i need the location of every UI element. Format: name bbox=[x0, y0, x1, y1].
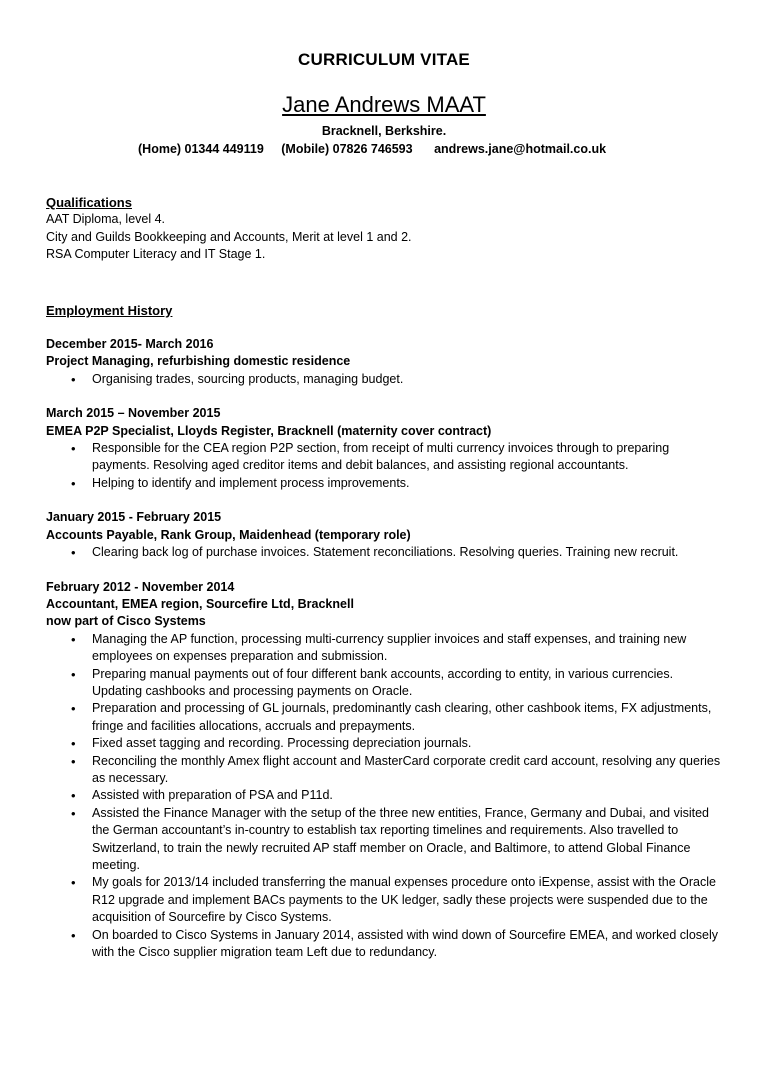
duty-item: • Responsible for the CEA region P2P section, from receipt of multi currency invoices through to preparing payments. Resolving aged creditor items and debit balances, and assisting regional accountants. bbox=[92, 440, 726, 475]
job-entry bbox=[46, 509, 726, 561]
job-subtitle: now part of Cisco Systems bbox=[46, 614, 206, 629]
document-title: CURRICULUM VITAE bbox=[298, 50, 470, 69]
cv-body bbox=[46, 194, 726, 961]
mobile-phone: (Mobile) 07826 746593 bbox=[281, 142, 413, 156]
duty-item: • Assisted with preparation of PSA and P11d. bbox=[92, 787, 726, 804]
duty-item: • Reconciling the monthly Amex flight account and MasterCard corporate credit card account, resolving any queries as necessary. bbox=[92, 753, 726, 788]
contact-line bbox=[138, 142, 606, 156]
email-address: andrews.jane@hotmail.co.uk bbox=[434, 142, 607, 156]
job-duties bbox=[46, 371, 726, 388]
job-title: EMEA P2P Specialist, Lloyds Register, Bracknell (maternity cover contract) bbox=[46, 423, 492, 438]
qualification-item: City and Guilds Bookkeeping and Accounts, Merit at level 1 and 2. bbox=[46, 229, 412, 244]
qualification-item: RSA Computer Literacy and IT Stage 1. bbox=[46, 247, 266, 262]
duty-item: • Preparation and processing of GL journals, predominantly cash clearing, other cashbook items, FX adjustments, fringe and facilities allocations, accruals and prepayments. bbox=[92, 700, 726, 735]
qualification-item: AAT Diploma, level 4. bbox=[46, 212, 166, 227]
candidate-location: Bracknell, Berkshire. bbox=[321, 124, 447, 138]
job-title: Project Managing, refurbishing domestic residence bbox=[46, 354, 351, 369]
job-entry bbox=[46, 405, 726, 492]
job-dates: March 2015 – November 2015 bbox=[46, 406, 221, 421]
qualifications-heading: Qualifications bbox=[46, 195, 132, 210]
job-title: Accounts Payable, Rank Group, Maidenhead (temporary role) bbox=[46, 527, 411, 542]
employment-heading: Employment History bbox=[46, 302, 173, 318]
duty-item: • Managing the AP function, processing multi-currency supplier invoices and staff expenses, and training new employees on expenses preparation and submission. bbox=[92, 631, 726, 666]
duty-item: • Clearing back log of purchase invoices. Statement reconciliations. Resolving queries. Training new recruit. bbox=[92, 544, 726, 561]
home-phone: (Home) 01344 449119 bbox=[138, 142, 264, 156]
job-duties bbox=[46, 631, 726, 962]
job-duties bbox=[46, 440, 726, 492]
job-entry bbox=[46, 579, 726, 962]
job-dates: February 2012 - November 2014 bbox=[46, 579, 235, 594]
duty-item: • Preparing manual payments out of four different bank accounts, according to entity, in various currencies. Updating cashbooks and processing payments on Oracle. bbox=[92, 666, 726, 701]
duty-item: • Fixed asset tagging and recording. Processing depreciation journals. bbox=[92, 735, 726, 752]
duty-item: • Organising trades, sourcing products, managing budget. bbox=[92, 371, 726, 388]
job-title: Accountant, EMEA region, Sourcefire Ltd, Bracknell bbox=[46, 596, 354, 611]
job-duties bbox=[46, 544, 726, 561]
candidate-name: Jane Andrews MAAT bbox=[282, 92, 486, 117]
duty-item: • On boarded to Cisco Systems in January 2014, assisted with wind down of Sourcefire EMEA, and worked closely with the Cisco supplier migration team Left due to redundancy. bbox=[92, 927, 726, 962]
job-entry bbox=[46, 336, 726, 388]
job-dates: December 2015- March 2016 bbox=[46, 337, 214, 352]
duty-item: • Assisted the Finance Manager with the setup of the three new entities, France, Germany and Dubai, and visited the German accountant’s in-country to establish tax reporting timelines and requirements. Also travelled to Switzerland, to train the newly recruited AP staff member on Oracle, and Baltimore, to attend Global Finance meeting. bbox=[92, 805, 726, 875]
job-dates: January 2015 - February 2015 bbox=[46, 510, 222, 525]
duty-item: • Helping to identify and implement process improvements. bbox=[92, 475, 726, 492]
duty-item: • My goals for 2013/14 included transferring the manual expenses procedure onto iExpense, assist with the Oracle R12 upgrade and implement BACs payments to the UK ledger, sadly these projects were suspended due to the acquisition of Sourcefire by Cisco Systems. bbox=[92, 874, 726, 926]
